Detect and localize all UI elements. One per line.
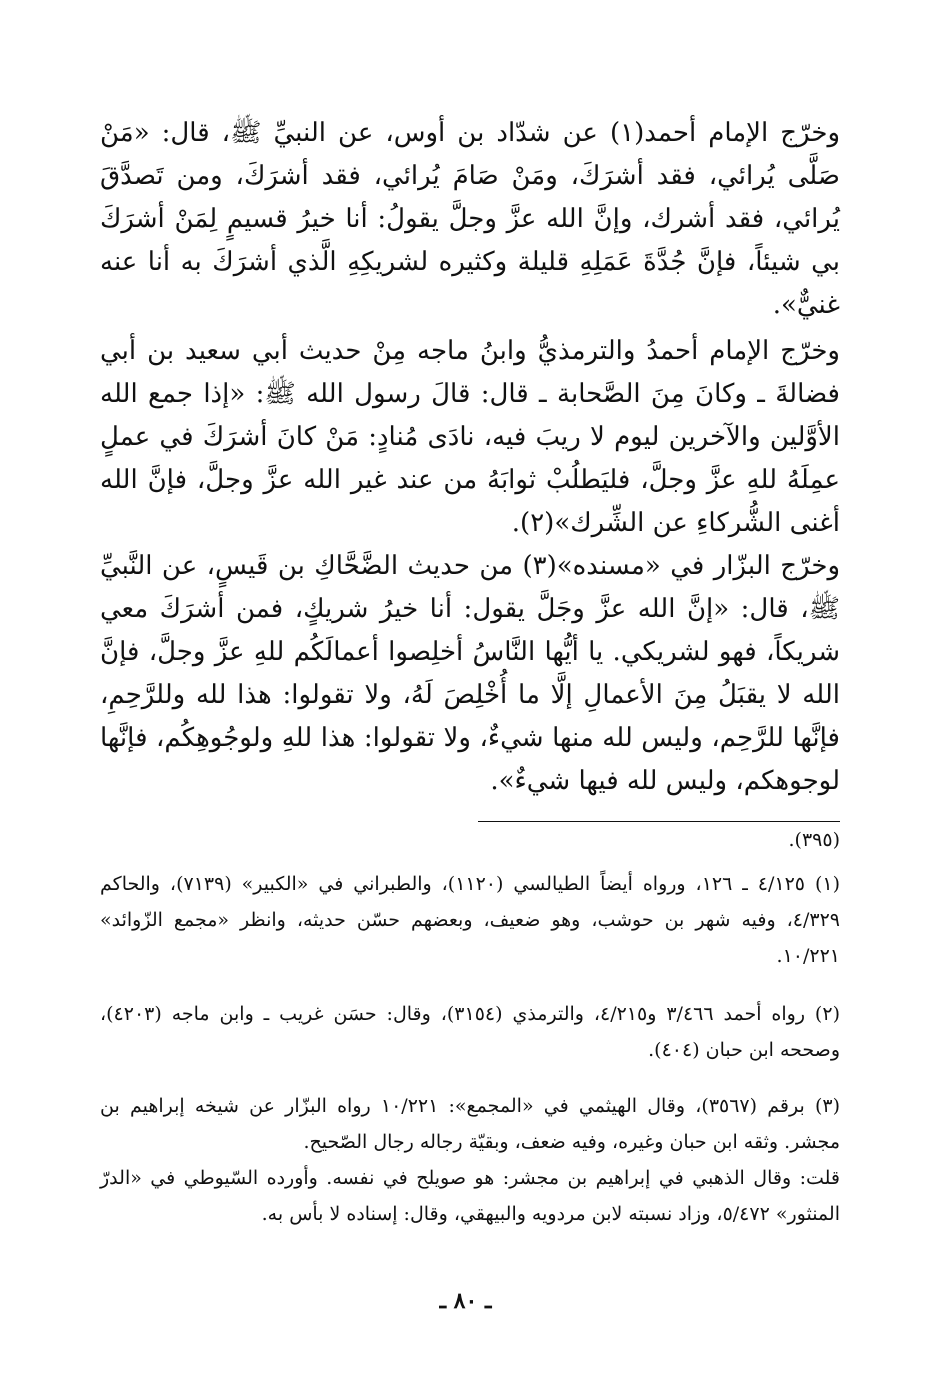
page-number: ـ ٨٠ ـ [439, 1288, 492, 1314]
paragraph-3: وخرّج البزّار في «مسنده»(٣) من حديث الضَّحَّاكِ بن قَيسٍ، عن النَّبيِّ ﷺ، قال: «إنَّ الله عزَّ وجَلَّ يقول: أنا خيرُ شريكٍ، فمن أشرَكَ معي شريكاً، فهو لشريكي. يا أيُّها النَّاسُ أخلِصوا أعمالَكُم للهِ عزَّ وجلَّ، فإنَّ الله لا يقبَلُ مِنَ الأعمالِ إلَّا ما أُخْلِصَ لَهُ، ولا تقولوا: هذا لله وللرَّحِمِ، فإنَّها للرَّحِم، وليس لله منها شيءٌ، ولا تقولوا: هذا للهِ ولوجُوهِكُم، فإنَّها لوجوهكم، وليس لله فيها شيءٌ». [100, 551, 840, 796]
footnote-3: (٣) برقم (٣٥٦٧)، وقال الهيثمي في «المجمع»: ١٠/٢٢١ رواه البزّار عن شيخه إبراهيم بن مجشر. وثقه ابن حبان وغيره، وفيه ضعف، وبقيّة رجاله رجال الصّحيح. [100, 1095, 840, 1153]
footnote-1: (١) ٤/١٢٥ ـ ١٢٦، ورواه أيضاً الطيالسي (١١٢٠)، والطبراني في «الكبير» (٧١٣٩)، والحاكم ٤/٣٢٩، وفيه شهر بن حوشب، وهو ضعيف، وبعضهم حسّن حديثه، وانظر «مجمع الزّوائد» ١٠/٢٢١. [100, 873, 841, 967]
paragraph-1: وخرّج الإمام أحمد(١) عن شدّاد بن أوس، عن النبيِّ ﷺ، قال: «مَنْ صَلَّى يُرائي، فقد أشرَكَ، ومَنْ صَامَ يُرائي، فقد أشرَكَ، ومن تَصدَّقَ يُرائي، فقد أشرك، وإنَّ الله عزَّ وجلَّ يقولُ: أنا خيرُ قسيمٍ لِمَنْ أشرَكَ بي شيئاً، فإنَّ جُدَّةَ عَمَلِهِ قليلة وكثيره لشريكِهِ الَّذي أشرَكَ به أنا عنه غنيٌّ». [100, 118, 841, 320]
footnote-3-comment: قلت: وقال الذهبي في إبراهيم بن مجشر: هو صويلح في نفسه. وأورده السّيوطي في «الدرّ المنثور» ٥/٤٧٢، وزاد نسبته لابن مردويه والبيهقي، وقال: إسناده لا بأس به. [100, 1167, 841, 1225]
footnote-continuation: (٣٩٥). [788, 829, 840, 851]
paragraph-2: وخرّج الإمام أحمدُ والترمذيُّ وابنُ ماجه مِنْ حديث أبي سعيد بن أبي فضالةَ ـ وكانَ مِنَ الصَّحابة ـ قال: قالَ رسول الله ﷺ: «إذا جمع الله الأوَّلين والآخرين ليوم لا ريبَ فيه، نادَى مُنادٍ: مَنْ كانَ أشرَكَ في عملٍ عمِلَهُ للهِ عزَّ وجلَّ، فليَطلُبْ ثوابَهُ من عند غير الله عزَّ وجلَّ، فإنَّ الله أغنى الشُّركاءِ عن الشِّرك»(٢). [100, 336, 840, 538]
footnote-2: (٢) رواه أحمد ٣/٤٦٦ و٤/٢١٥، والترمذي (٣١٥٤)، وقال: حسَن غريب ـ وابن ماجه (٤٢٠٣)، وصححه ابن حبان (٤٠٤). [100, 1003, 840, 1061]
